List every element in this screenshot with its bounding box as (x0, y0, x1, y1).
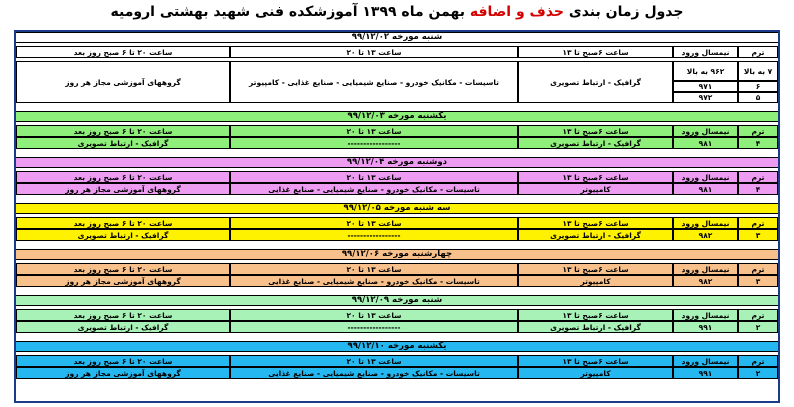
slot1-header: ساعت ۶صبح تا ۱۳ (518, 355, 673, 367)
term-header: ترم (738, 171, 778, 183)
term-cell: ۳ (738, 275, 778, 287)
slot3-header: ساعت ۲۰ تا ۶ صبح روز بعد (16, 125, 230, 137)
term-cell: ۴ (738, 137, 778, 149)
term-cell: ۷ به بالا (738, 61, 778, 81)
slot2-cell: تاسیسات - مکانیک خودرو - صنایع شیمیایی - صنایع غذایی - کامپیوتر (230, 61, 518, 103)
day-header: سه شنبه مورخه ۹۹/۱۲/۰۵ (16, 203, 778, 214)
slot1-cell: گرافیک - ارتباط تصویری (518, 229, 673, 241)
entry-header: نیمسال ورود (673, 263, 738, 275)
slot2-header: ساعت ۱۳ تا ۲۰ (230, 171, 518, 183)
entry-cell: ۹۸۱ (673, 183, 738, 195)
entry-cell: ۹۷۲ (673, 92, 738, 103)
slot1-cell: گرافیک - ارتباط تصویری (518, 321, 673, 333)
slot1-cell: گرافیک - ارتباط تصویری (518, 61, 673, 103)
slot3-cell: گروههای آموزشی مجاز هر روز (16, 183, 230, 195)
title-part3: بهمن ماه ۱۳۹۹ آموزشکده فنی شهید بهشتی ارومیه (110, 4, 465, 20)
term-cell: ۲ (738, 321, 778, 333)
slot2-cell: تاسیسات - مکانیک خودرو - صنایع شیمیایی - صنایع غذایی (230, 183, 518, 195)
title-part1: جدول زمان بندی (568, 4, 684, 20)
slot2-cell: ----------------- (230, 321, 518, 333)
entry-header: نیمسال ورود (673, 309, 738, 321)
day-header: یکشنبه مورخه ۹۹/۱۲/۱۰ (16, 341, 778, 352)
slot2-header: ساعت ۱۳ تا ۲۰ (230, 263, 518, 275)
entry-header: نیمسال ورود (673, 46, 738, 58)
day-header: یکشنبه مورخه ۹۹/۱۲/۰۳ (16, 111, 778, 122)
slot2-cell: ----------------- (230, 137, 518, 149)
schedule-table (14, 30, 780, 403)
slot3-header: ساعت ۲۰ تا ۶ صبح روز بعد (16, 309, 230, 321)
slot3-header: ساعت ۲۰ تا ۶ صبح روز بعد (16, 355, 230, 367)
slot3-header: ساعت ۲۰ تا ۶ صبح روز بعد (16, 171, 230, 183)
slot3-header: ساعت ۲۰ تا ۶ صبح روز بعد (16, 263, 230, 275)
slot1-header: ساعت ۶صبح تا ۱۳ (518, 171, 673, 183)
slot1-header: ساعت ۶صبح تا ۱۳ (518, 217, 673, 229)
entry-cell: ۹۷۱ (673, 81, 738, 92)
slot3-header: ساعت ۲۰ تا ۶ صبح روز بعد (16, 217, 230, 229)
slot1-header: ساعت ۶صبح تا ۱۳ (518, 46, 673, 58)
term-header: ترم (738, 263, 778, 275)
day-header: شنبه مورخه ۹۹/۱۲/۰۹ (16, 295, 778, 306)
slot2-header: ساعت ۱۳ تا ۲۰ (230, 355, 518, 367)
slot1-cell: کامپیوتر (518, 367, 673, 379)
slot1-cell: کامپیوتر (518, 275, 673, 287)
entry-cell: ۹۹۱ (673, 321, 738, 333)
slot3-cell: گروههای آموزشی مجاز هر روز (16, 275, 230, 287)
term-header: ترم (738, 46, 778, 58)
term-cell: ۳ (738, 229, 778, 241)
term-header: ترم (738, 125, 778, 137)
entry-header: نیمسال ورود (673, 355, 738, 367)
slot1-header: ساعت ۶صبح تا ۱۳ (518, 125, 673, 137)
day-header: چهارشنبه مورخه ۹۹/۱۲/۰۶ (16, 249, 778, 260)
slot3-cell: گروههای آموزشی مجاز هر روز (16, 61, 230, 103)
term-cell: ۶ (738, 81, 778, 92)
slot2-cell: تاسیسات - مکانیک خودرو - صنایع شیمیایی - صنایع غذایی (230, 275, 518, 287)
entry-cell: ۹۸۲ (673, 229, 738, 241)
term-header: ترم (738, 309, 778, 321)
term-cell: ۲ (738, 367, 778, 379)
term-header: ترم (738, 355, 778, 367)
day-header: شنبه مورخه ۹۹/۱۲/۰۲ (16, 32, 778, 43)
slot3-cell: گرافیک - ارتباط تصویری (16, 229, 230, 241)
day-header: دوشنبه مورخه ۹۹/۱۲/۰۴ (16, 157, 778, 168)
entry-header: نیمسال ورود (673, 217, 738, 229)
page-title (0, 4, 794, 20)
entry-cell: ۹۸۱ (673, 137, 738, 149)
slot2-cell: ----------------- (230, 229, 518, 241)
slot1-header: ساعت ۶صبح تا ۱۳ (518, 263, 673, 275)
entry-cell: ۹۸۲ (673, 275, 738, 287)
slot3-cell: گروههای آموزشی مجاز هر روز (16, 367, 230, 379)
title-highlight: حذف و اضافه (469, 4, 564, 20)
slot1-header: ساعت ۶صبح تا ۱۳ (518, 309, 673, 321)
term-cell: ۵ (738, 92, 778, 103)
slot2-header: ساعت ۱۳ تا ۲۰ (230, 46, 518, 58)
term-header: ترم (738, 217, 778, 229)
slot3-cell: گرافیک - ارتباط تصویری (16, 137, 230, 149)
slot3-cell: گرافیک - ارتباط تصویری (16, 321, 230, 333)
slot2-cell: تاسیسات - مکانیک خودرو - صنایع شیمیایی - صنایع غذایی (230, 367, 518, 379)
slot1-cell: کامپیوتر (518, 183, 673, 195)
slot1-cell: گرافیک - ارتباط تصویری (518, 137, 673, 149)
slot2-header: ساعت ۱۳ تا ۲۰ (230, 125, 518, 137)
entry-cell: ۹۶۲ به بالا (673, 61, 738, 81)
slot3-header: ساعت ۲۰ تا ۶ صبح روز بعد (16, 46, 230, 58)
entry-cell: ۹۹۱ (673, 367, 738, 379)
entry-header: نیمسال ورود (673, 171, 738, 183)
slot2-header: ساعت ۱۳ تا ۲۰ (230, 217, 518, 229)
entry-header: نیمسال ورود (673, 125, 738, 137)
slot2-header: ساعت ۱۳ تا ۲۰ (230, 309, 518, 321)
term-cell: ۴ (738, 183, 778, 195)
